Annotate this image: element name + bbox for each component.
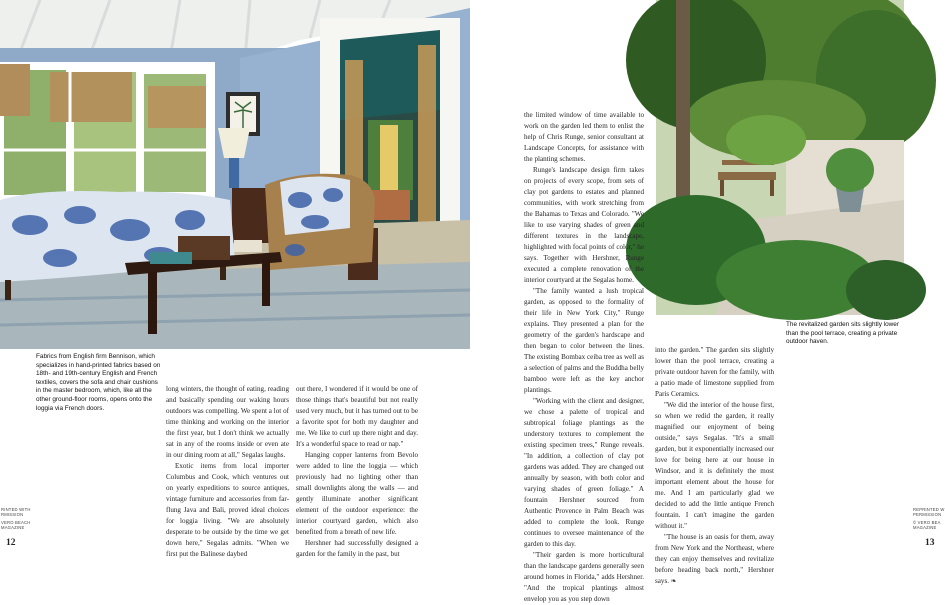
paragraph: "We did the interior of the house first, so when we redid the garden, it really magnified our enjoyment of being outside," says Segalas. "It's a small garden, but it exponentially increased our love for being here at our house in Windsor, and it is definitely the most important element about the house for me. And I am particularly glad we decided to add the little antique French fountain. I can't imagine the garden without it." [655,401,774,530]
text-column-3 [524,110,644,605]
photo-garden [656,0,904,315]
paragraph: "Their garden is more horticultural than the landscape gardens generally seen around homes in Florida," adds Hershner. "And the tropical plantings almost envelop you as you step down [524,551,644,603]
paragraph: "The family wanted a lush tropical garden, as opposed to the formality of their life in New York City," Runge explains. They presented a plan for the geometry of the garden's hardscape and then began to color between the lines. The existing Bombax ceiba tree as well as a selection of palms and the Buddha belly bamboo were left as the key anchor plantings. [524,287,644,394]
text-column-2 [296,384,418,560]
reprint-notice-right: REPRINTED W PERMISSION © VERO BEA MAGAZINE [913,507,945,530]
paragraph: "The house is an oasis for them, away from New York and the Northeast, where they can enjoy themselves and revitalize before heading back north," Hershner says. ❧ [655,533,774,585]
caption-sunroom: Fabrics from English firm Bennison, which specializes in hand-printed fabrics based on 18th- and 19th-century English and French textiles, covers the sofa and chair cushions in the master bedroom, which, like all the other ground-floor rooms, opens onto the loggia via French doors. [36,353,161,412]
photo-sunroom [0,0,470,349]
reprint-notice-left: RINTED WITH RMISSION VERO BEACH MAGAZINE [1,507,31,530]
caption-garden: The revitalized garden sits slightly lower than the pool terrace, creating a private outdoor haven. [786,321,899,346]
paragraph: Runge's landscape design firm takes on projects of every scope, from sets of clay pot gardens to estates and planned communities, with work stretching from the Bahamas to Texas and Colorado. "We like to use varying shades of green and different textures in the landscape, highlighted with focal points of color," he says. Together with Hershner, Runge executed a complete renovation of the interior courtyard at the Segalas home. [524,166,644,284]
paragraph: long winters, the thought of eating, reading and basically spending our waking hours outdoors was compelling. We spent a lot of time thinking and working on the interior the first year, but I don't think we actually sat in any of the rooms inside or even ate in our dining room at all," Segalas laughs. [166,385,289,459]
paragraph: out there, I wondered if it would be one of those things that's beautiful but not really used very much, but it has turned out to be a favorite spot for both my daughter and me. We like to curl up there night and day. It's a wonderful space to read or nap." [296,385,418,448]
text-column-4 [655,345,774,587]
paragraph: Exotic items from local importer Columbus and Cook, which ventures out on yearly expeditions to source antiques, vintage furniture and accessories from far-flung Java and Bali, proved ideal choices for loggia living. "We are absolutely desperate to be outside by the time we get down here," Segalas admits. "When we first put the Balinese daybed [166,462,289,558]
garden-illustration [656,0,904,315]
page-number-left: 12 [6,538,16,548]
sunroom-illustration [0,0,470,349]
page-number-right: 13 [925,538,935,548]
paragraph: Hershner had successfully designed a garden for the family in the past, but [296,539,418,558]
paragraph: the limited window of time available to work on the garden led them to enlist the help of Chris Runge, senior consultant at Landscape Concepts, for assistance with the planting schemes. [524,111,644,163]
paragraph: into the garden." The garden sits slightly lower than the pool terrace, creating a private outdoor haven for the family, with a patio made of limestone supplied from Paris Ceramics. [655,346,774,398]
text-column-1 [166,384,289,560]
paragraph: Hanging copper lanterns from Bevolo were added to line the loggia — which previously had no lighting other than small downlights along the walls — and gently illuminate another significant element of the outdoor experience: the interior courtyard garden, which also benefited from a breath of new life. [296,451,418,536]
paragraph: "Working with the client and designer, we chose a palette of tropical and subtropical foliage plantings as the understory textures to complement the existing specimen trees," Runge reveals. "In addition, a collection of clay pot gardens was added. They are changed out annually by season, with both color and varying shades of green foliage." A fountain Hershner sourced from Authentic Provence in Palm Beach was added to complete the look. Runge continues to oversee maintenance of the garden to this day. [524,397,644,548]
